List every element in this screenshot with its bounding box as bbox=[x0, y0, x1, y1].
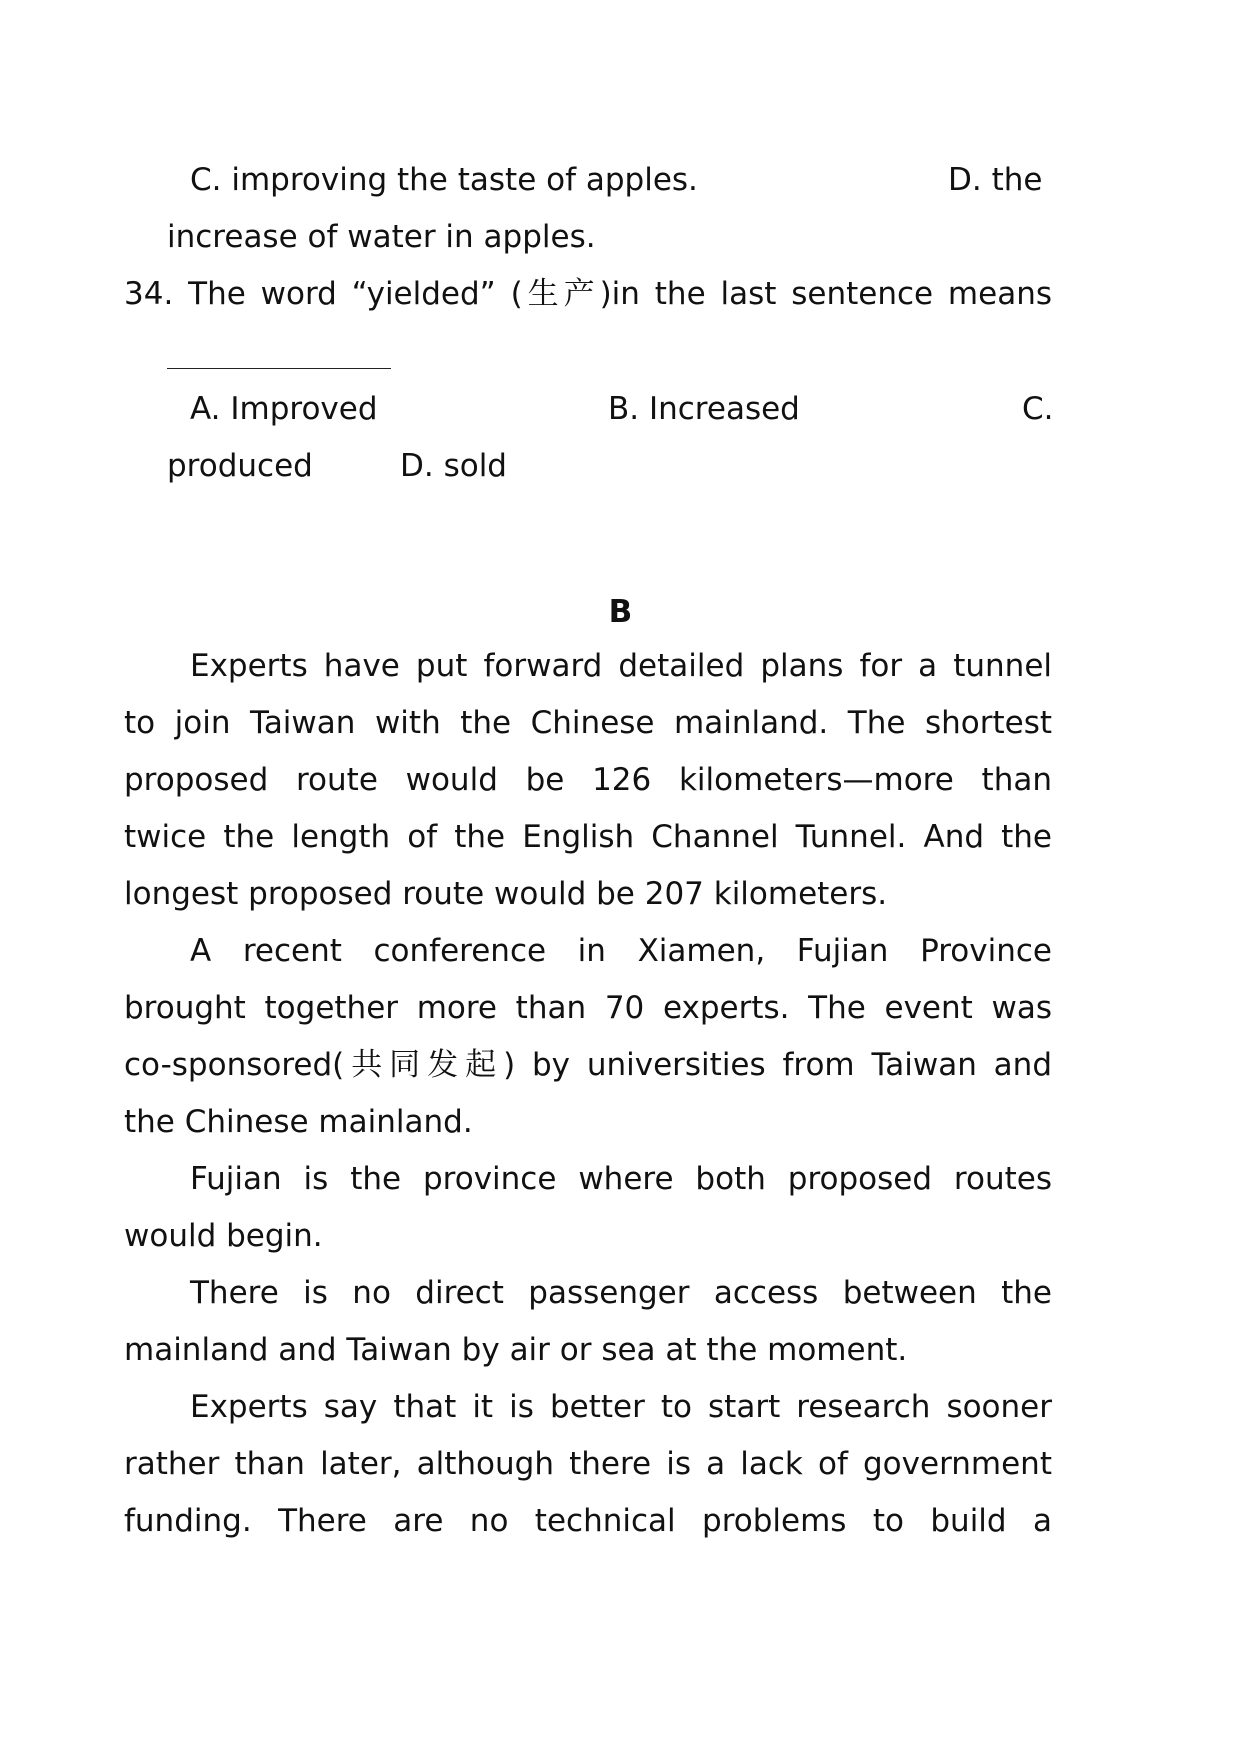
passage-line: the Chinese mainland. bbox=[124, 1104, 473, 1140]
passage-line: A recent conference in Xiamen, Fujian Province bbox=[190, 933, 1052, 969]
passage-line: proposed route would be 126 kilometers—more than bbox=[124, 762, 1052, 798]
passage-line: mainland and Taiwan by air or sea at the moment. bbox=[124, 1332, 908, 1368]
q34-option-c-start: C. bbox=[1022, 391, 1054, 427]
passage-line: would begin. bbox=[124, 1218, 323, 1254]
passage-line: brought together more than 70 experts. The event was bbox=[124, 990, 1052, 1026]
q34-option-d: D. sold bbox=[400, 448, 507, 484]
q33-option-d-start: D. the bbox=[948, 162, 1043, 198]
answer-blank bbox=[167, 368, 391, 369]
passage-line: funding. There are no technical problems to build a bbox=[124, 1503, 1052, 1539]
passage-line: co-sponsored(共同发起) by universities from Taiwan and bbox=[124, 1047, 1052, 1083]
passage-line: rather than later, although there is a lack of government bbox=[124, 1446, 1052, 1482]
q33-option-d-cont: increase of water in apples. bbox=[167, 219, 596, 255]
section-heading: B bbox=[608, 594, 633, 630]
passage-line: longest proposed route would be 207 kilometers. bbox=[124, 876, 888, 912]
passage-line: Fujian is the province where both proposed routes bbox=[190, 1161, 1052, 1197]
passage-line: twice the length of the English Channel Tunnel. And the bbox=[124, 819, 1052, 855]
q34-option-a: A. Improved bbox=[190, 391, 378, 427]
q34-option-b: B. Increased bbox=[608, 391, 800, 427]
passage-line: Experts say that it is better to start research sooner bbox=[190, 1389, 1052, 1425]
passage-line: to join Taiwan with the Chinese mainland. The shortest bbox=[124, 705, 1052, 741]
passage-line: Experts have put forward detailed plans for a tunnel bbox=[190, 648, 1052, 684]
passage-line: There is no direct passenger access between the bbox=[190, 1275, 1052, 1311]
q34-stem: 34. The word “yielded” (生产)in the last sentence means bbox=[124, 276, 1052, 312]
q33-option-c: C. improving the taste of apples. bbox=[190, 162, 698, 198]
q34-option-c-cont: produced bbox=[167, 448, 313, 484]
